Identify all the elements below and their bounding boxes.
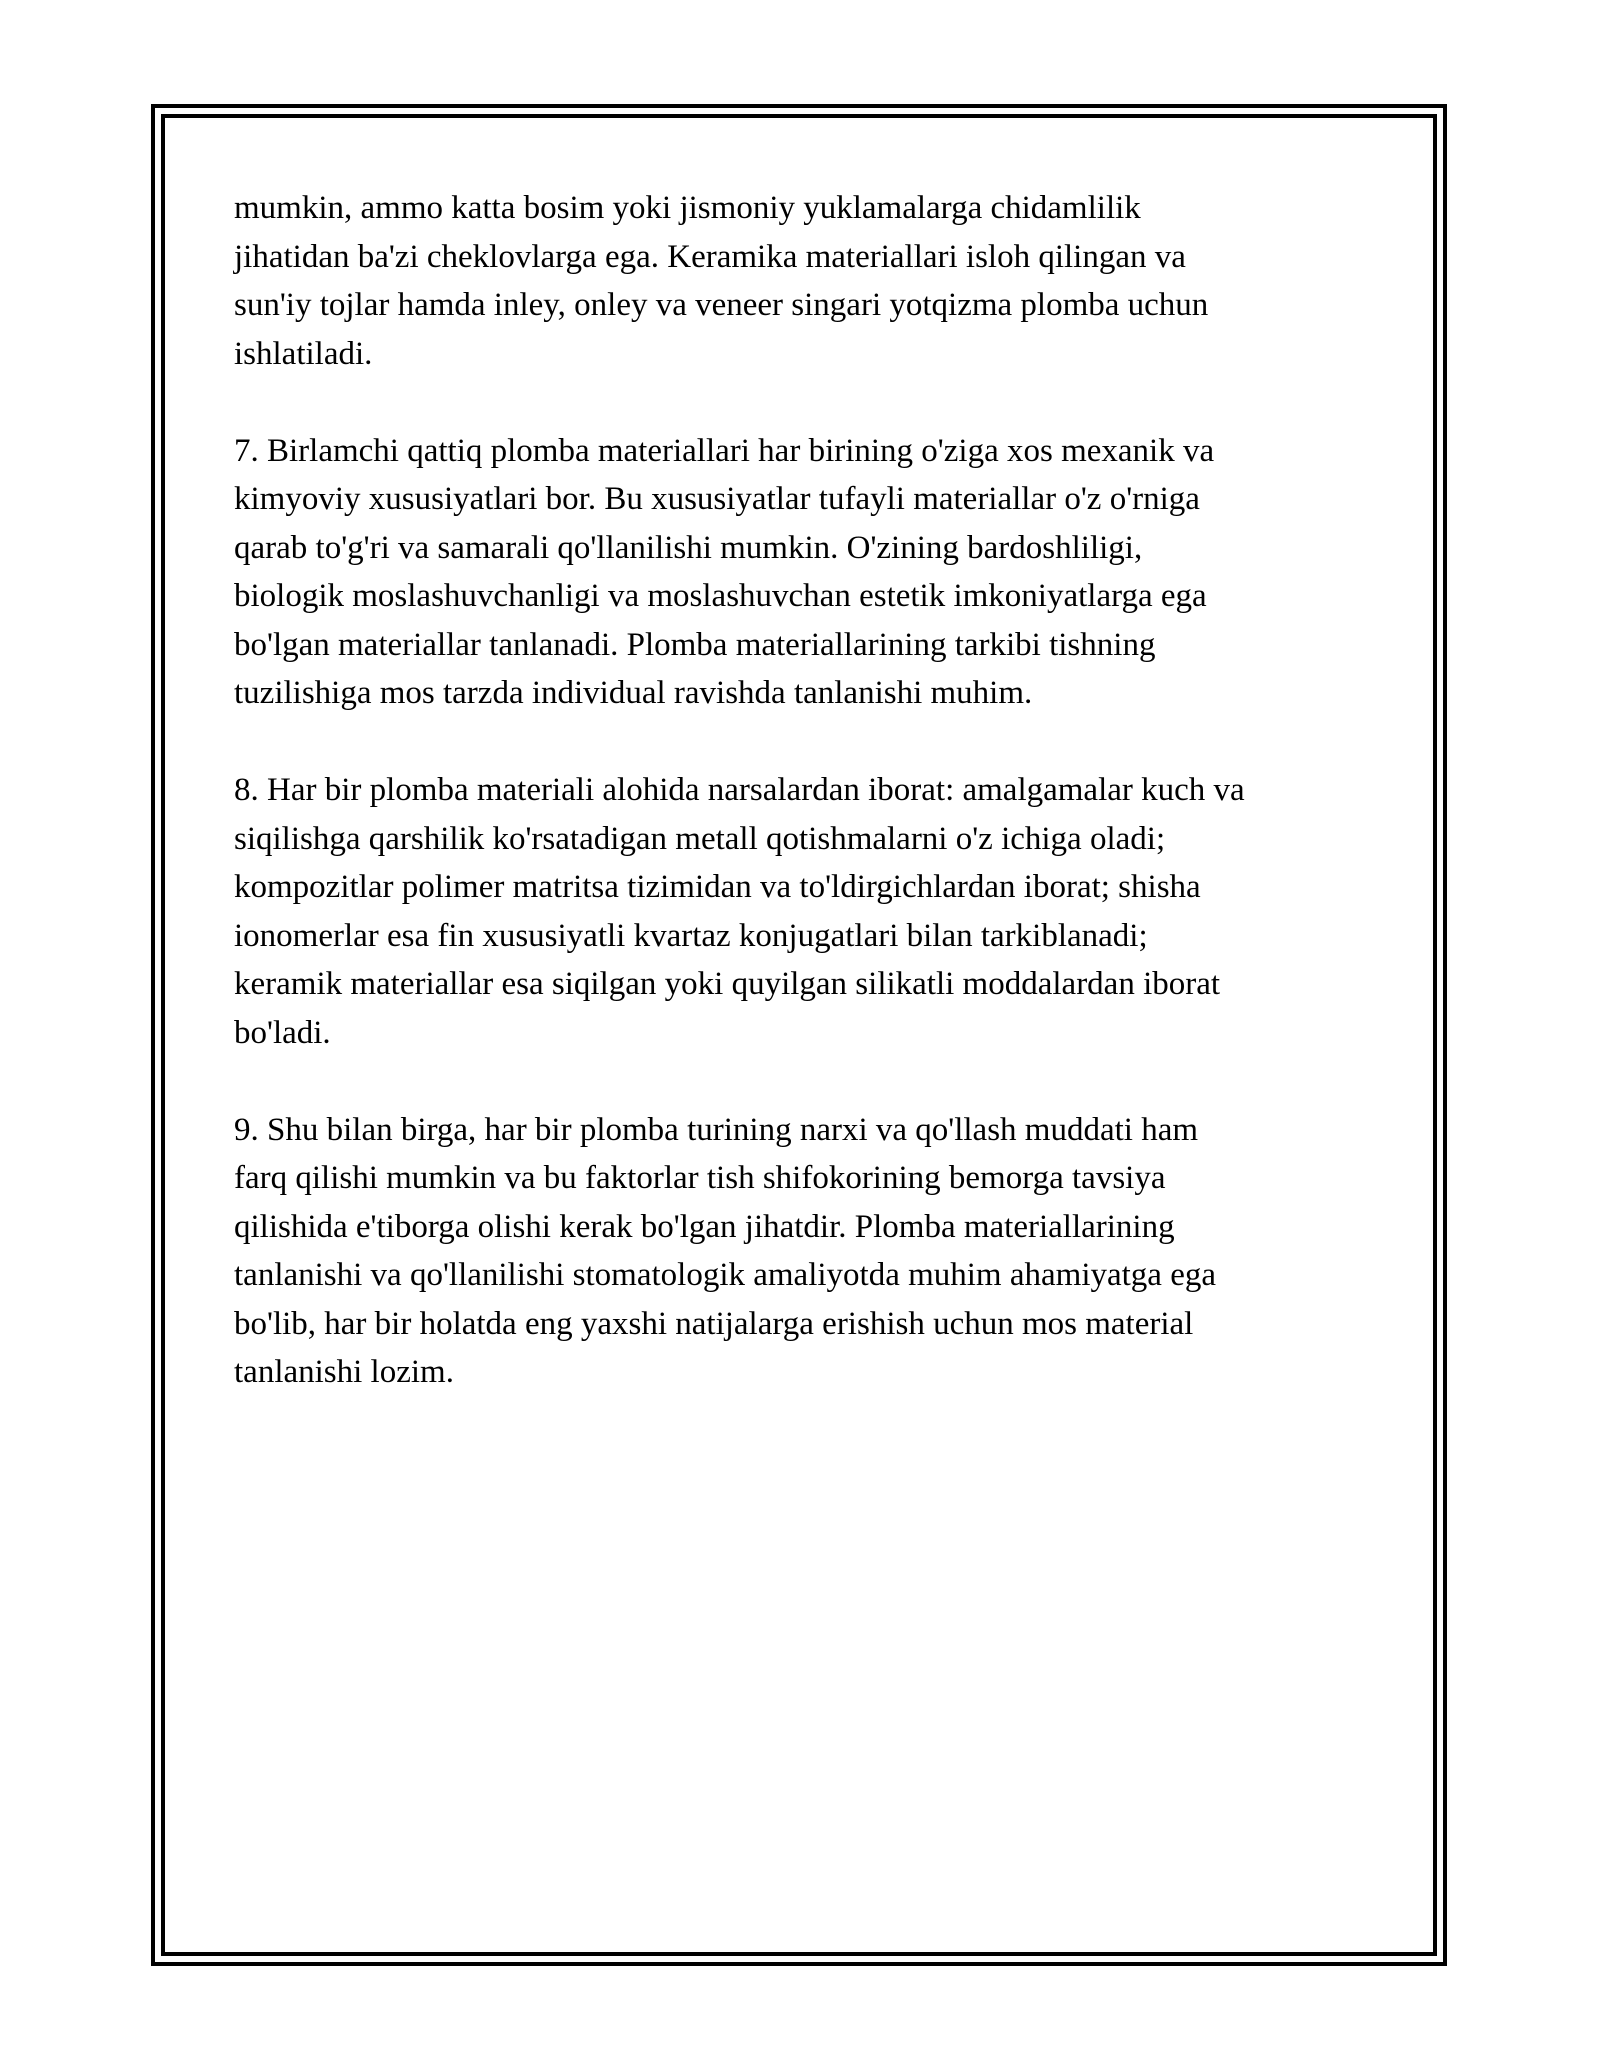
text-line: jihatidan ba'zi cheklovlarga ega. Keramika materiallari isloh qilingan va: [234, 238, 1186, 275]
paragraph-8: [234, 766, 1374, 1057]
paragraph-7: [234, 427, 1374, 718]
paragraph-continuation: [234, 184, 1374, 378]
text-line: siqilishga qarshilik ko'rsatadigan metall qotishmalarni o'z ichiga oladi;: [234, 820, 1166, 857]
document-body: [234, 184, 1374, 1445]
text-line: tuzilishiga mos tarzda individual ravishda tanlanishi muhim.: [234, 675, 1033, 711]
text-line: 8. Har bir plomba materiali alohida narsalardan iborat: amalgamalar kuch va: [234, 772, 1245, 808]
paragraph-9: [234, 1106, 1374, 1397]
text-line: bo'ladi.: [234, 1014, 331, 1051]
text-line: kimyoviy xususiyatlari bor. Bu xususiyatlar tufayli materiallar o'z o'rniga: [234, 481, 1200, 517]
text-line: ishlatiladi.: [234, 335, 373, 372]
text-line: qilishida e'tiborga olishi kerak bo'lgan jihatdir. Plomba materiallarining: [234, 1208, 1175, 1245]
text-line: farq qilishi mumkin va bu faktorlar tish shifokorining bemorga tavsiya: [234, 1160, 1166, 1196]
text-line: 7. Birlamchi qattiq plomba materiallari har birining o'ziga xos mexanik va: [234, 432, 1215, 469]
text-line: keramik materiallar esa siqilgan yoki quyilgan silikatli moddalardan iborat: [234, 966, 1221, 1002]
text-line: qarab to'g'ri va samarali qo'llanilishi mumkin. O'zining bardoshliligi,: [234, 529, 1143, 566]
text-line: kompozitlar polimer matritsa tizimidan va to'ldirgichlardan iborat; shisha: [234, 869, 1201, 905]
text-line: bo'lib, har bir holatda eng yaxshi natijalarga erishish uchun mos material: [234, 1305, 1194, 1342]
text-line: mumkin, ammo katta bosim yoki jismoniy yuklamalarga chidamlilik: [234, 190, 1141, 226]
text-line: sun'iy tojlar hamda inley, onley va veneer singari yotqizma plomba uchun: [234, 287, 1209, 323]
text-line: 9. Shu bilan birga, har bir plomba turining narxi va qo'llash muddati ham: [234, 1111, 1199, 1148]
text-line: tanlanishi va qo'llanilishi stomatologik amaliyotda muhim ahamiyatga ega: [234, 1257, 1216, 1293]
text-line: bo'lgan materiallar tanlanadi. Plomba materiallarining tarkibi tishning: [234, 626, 1156, 663]
text-line: tanlanishi lozim.: [234, 1354, 454, 1390]
text-line: ionomerlar esa fin xususiyatli kvartaz konjugatlari bilan tarkiblanadi;: [234, 917, 1148, 954]
text-line: biologik moslashuvchanligi va moslashuvchan estetik imkoniyatlarga ega: [234, 578, 1207, 614]
